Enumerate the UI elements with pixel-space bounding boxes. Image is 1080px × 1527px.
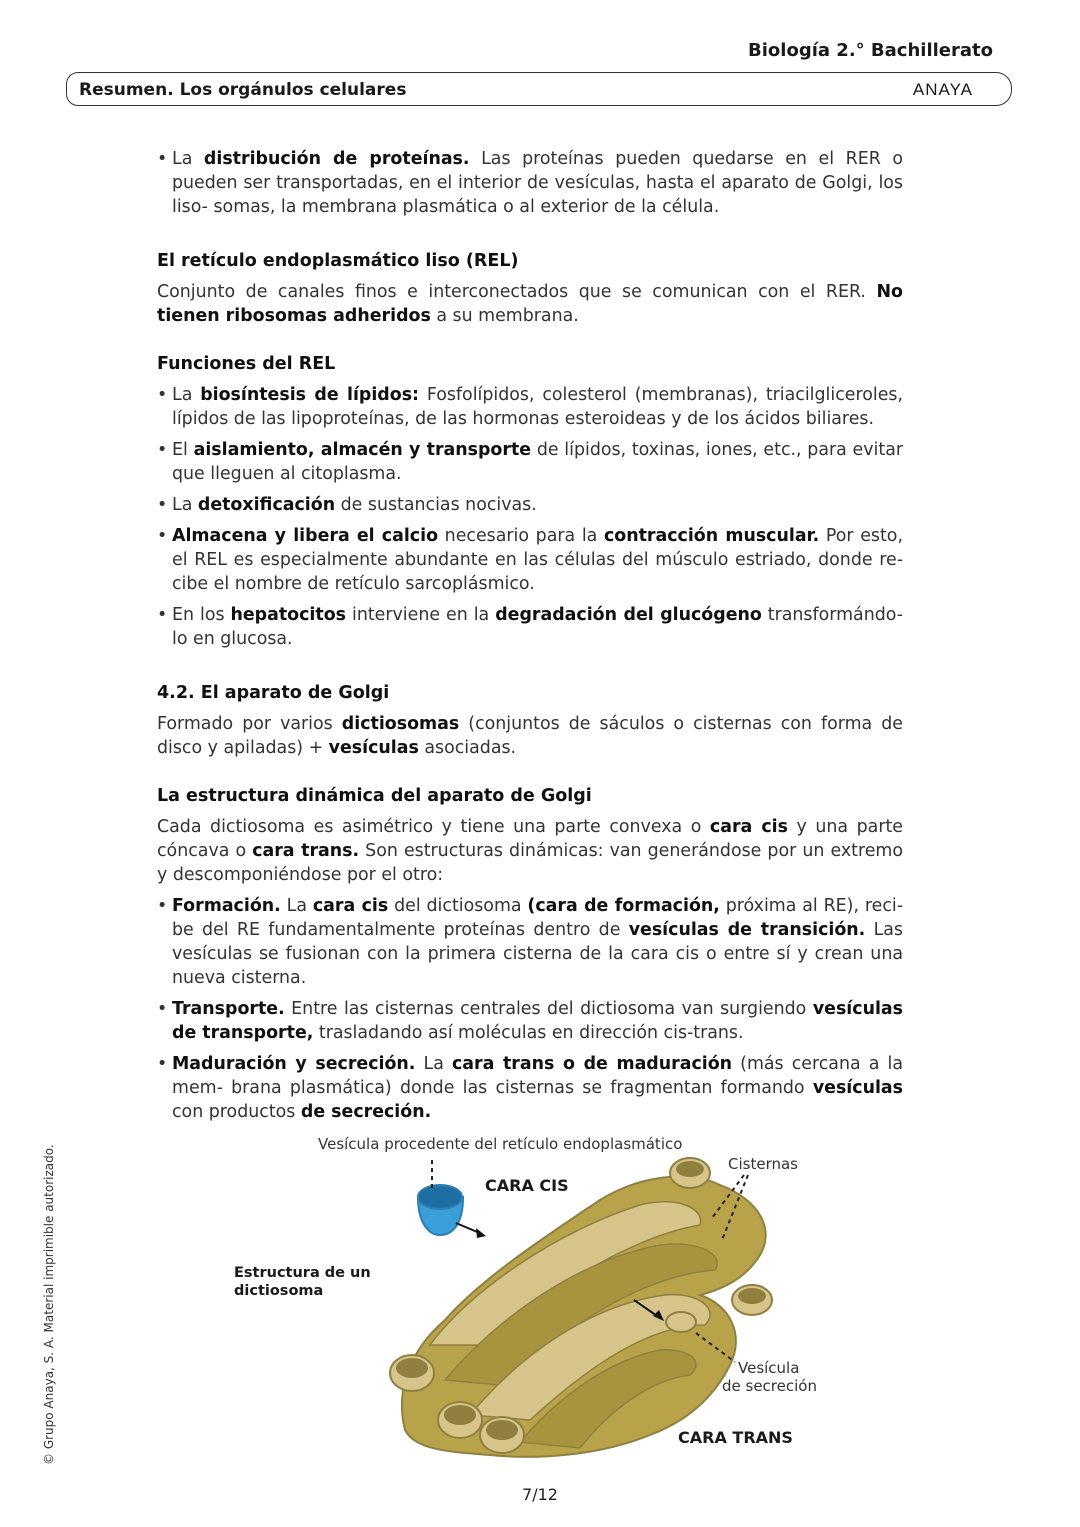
- label-cara-trans: CARA TRANS: [678, 1428, 793, 1447]
- subject-header: Biología 2.° Bachillerato: [748, 40, 993, 61]
- bullet-detoxificacion: • La detoxificación de sustancias nocivas.: [157, 493, 903, 517]
- copyright-notice: © Grupo Anaya, S. A. Material imprimible autorizado.: [42, 1144, 56, 1465]
- bullet-distribucion: • La distribución de proteínas. Las proteínas pueden quedarse en el RER o pueden ser transportadas, en el interior de vesículas, hasta el aparato de Golgi, los liso- somas, la membrana plasmática o al exterior de la célula.: [157, 147, 903, 219]
- vesicle-secretion: [666, 1312, 696, 1332]
- paragraph-golgi: Formado por varios dictiosomas (conjuntos de sáculos o cisternas con forma de disco y apiladas) + vesículas asociadas.: [157, 714, 904, 758]
- label-cara-cis: CARA CIS: [485, 1176, 569, 1195]
- heading-estructura-golgi: La estructura dinámica del aparato de Golgi: [157, 786, 592, 806]
- bullet-aislamiento: • El aislamiento, almacén y transporte de lípidos, toxinas, iones, etc., para evitar que lleguen al citoplasma.: [157, 438, 903, 486]
- label-cisternas: Cisternas: [728, 1155, 798, 1173]
- page-title: Resumen. Los orgánulos celulares: [79, 80, 407, 100]
- label-estructura: Estructura de un dictiosoma: [234, 1265, 371, 1299]
- label-vesicula-secrecion: Vesícula de secreción: [722, 1359, 817, 1395]
- heading-rel: El retículo endoplasmático liso (REL): [157, 251, 519, 271]
- anaya-logo: ANAYA: [912, 80, 973, 99]
- heading-funciones-rel: Funciones del REL: [157, 354, 336, 374]
- bullet-biosintesis: • La biosíntesis de lípidos: Fosfolípidos, colesterol (membranas), triacilgliceroles, lípidos de las lipoproteínas, de las hormonas esteroideas y de los ácidos biliares.: [157, 383, 903, 431]
- main-content: [157, 147, 903, 1131]
- page-number: 7/12: [522, 1485, 558, 1504]
- bullet-formacion: • Formación. La cara cis del dictiosoma (cara de formación, próxima al RE), reci- be del RE fundamentalmente proteínas dentro de vesículas de transición. Las vesículas se fusionan con la primera cisterna de la cara cis o entre sí y crean una nueva cisterna.: [157, 894, 903, 990]
- label-vesicle-er: Vesícula procedente del retículo endoplasmático: [318, 1135, 683, 1153]
- bullet-calcio: • Almacena y libera el calcio necesario para la contracción muscular. Por esto, el REL es especialmente abundante en las células del músculo estriado, donde re- cibe el nombre de retículo sarcoplásmico.: [157, 524, 903, 596]
- heading-golgi: 4.2. El aparato de Golgi: [157, 683, 390, 703]
- bullet-transporte: • Transporte. Entre las cisternas centrales del dictiosoma van surgiendo vesículas de transporte, trasladando así moléculas en dirección cis-trans.: [157, 997, 903, 1045]
- golgi-figure: [0, 1130, 1080, 1475]
- header-bar: [66, 72, 1012, 106]
- paragraph-estructura: Cada dictiosoma es asimétrico y tiene una parte convexa o cara cis y una parte cóncava o cara trans. Son estructuras dinámicas: van generándose por un extremo y descomponiéndose por el otro:: [157, 817, 903, 885]
- bullet-hepatocitos: • En los hepatocitos interviene en la degradación del glucógeno transformándo- lo en glucosa.: [157, 603, 903, 651]
- bullet-maduracion: • Maduración y secreción. La cara trans o de maduración (más cercana a la mem- brana plasmática) donde las cisternas se fragmentan formando vesículas con productos de secreción.: [157, 1052, 903, 1124]
- paragraph-rel: Conjunto de canales finos e interconectados que se comunican con el RER. No tienen ribosomas adheridos a su membrana.: [157, 282, 903, 326]
